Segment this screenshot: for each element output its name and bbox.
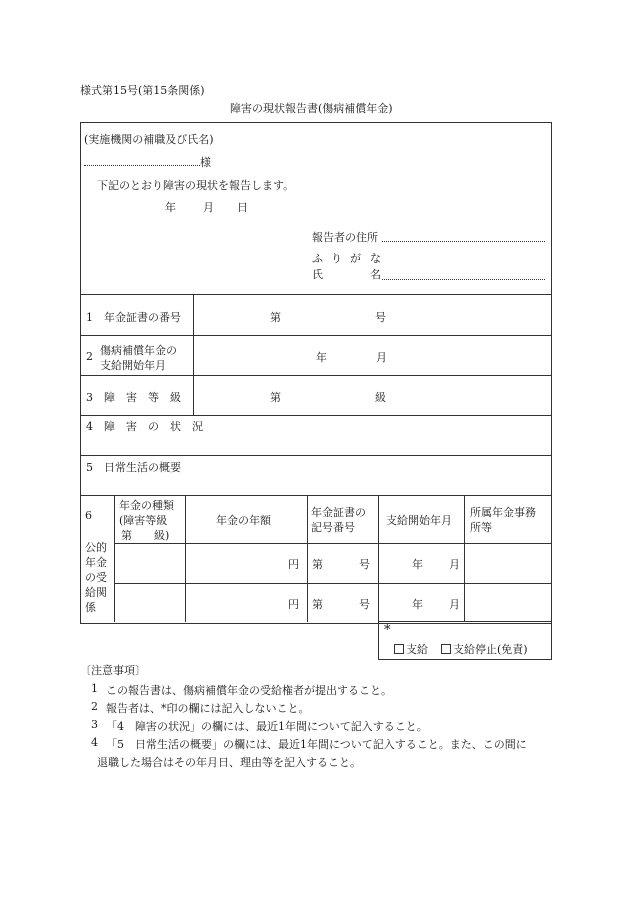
section6-divider bbox=[378, 495, 379, 622]
intro-text: 下記のとおり障害の現状を報告します。 bbox=[97, 179, 295, 192]
section6-divider bbox=[307, 495, 308, 622]
note-text: 「5 日常生活の概要」の欄には、最近1年間について記入すること。また、この間に bbox=[106, 738, 527, 751]
form-number: 様式第15号(第15条関係) bbox=[80, 84, 205, 97]
name-field[interactable] bbox=[382, 279, 545, 280]
cert-symbol-header-2: 記号番号 bbox=[311, 521, 355, 534]
start-month-label-2: 支給開始年月 bbox=[100, 359, 166, 372]
note-text-continued: 退職した場合はその年月日、理由等を記入すること。 bbox=[97, 756, 361, 769]
sama-label: 様 bbox=[200, 156, 211, 169]
office-header-1: 所属年金事務 bbox=[470, 506, 536, 519]
cert-dai-label: 第 bbox=[270, 311, 281, 324]
row-divider bbox=[80, 375, 551, 376]
note-num: 2 bbox=[91, 700, 98, 713]
furigana-3: が bbox=[350, 252, 361, 265]
section6-side-3: の受 bbox=[85, 571, 107, 584]
grade-dai-label: 第 bbox=[270, 391, 281, 404]
row-divider bbox=[80, 415, 551, 416]
form-table bbox=[80, 122, 552, 624]
note-text: この報告書は、傷病補償年金の受給権者が提出すること。 bbox=[106, 684, 392, 697]
start-year-label: 年 bbox=[316, 351, 327, 364]
date-month-label: 月 bbox=[203, 201, 214, 214]
pension-dai-label: 第 bbox=[312, 598, 323, 611]
office-header-2: 所等 bbox=[470, 521, 492, 534]
checkbox-icon[interactable] bbox=[394, 644, 404, 654]
note-num: 1 bbox=[91, 682, 98, 695]
pension-month-label: 月 bbox=[449, 558, 460, 571]
furigana-4: な bbox=[370, 252, 381, 265]
start-month-label: 月 bbox=[376, 351, 387, 364]
section6-side-4: 給関 bbox=[85, 586, 107, 599]
name-label-1: 氏 bbox=[312, 268, 323, 281]
pension-year-label: 年 bbox=[412, 558, 423, 571]
pension-type-header-2: (障害等級 bbox=[119, 514, 168, 527]
start-month-label-1: 傷病補償年金の bbox=[100, 344, 177, 357]
grade-kyu-label: 級 bbox=[375, 391, 386, 404]
pension-year-label: 年 bbox=[412, 598, 423, 611]
note-text: 報告者は、*印の欄には記入しないこと。 bbox=[106, 702, 310, 715]
cert-number-label: 1 年金証書の番号 bbox=[86, 311, 181, 324]
name-label-2: 名 bbox=[370, 268, 381, 281]
note-num: 4 bbox=[91, 736, 98, 749]
disability-status-label: 4 障 害 の 状 況 bbox=[86, 420, 203, 433]
section6-num: 6 bbox=[85, 509, 92, 522]
pension-type-header-1: 年金の種類 bbox=[119, 499, 174, 512]
pension-type-header-3: 第 級) bbox=[121, 529, 170, 542]
page-title: 障害の現状報告書(傷病補償年金) bbox=[230, 102, 393, 115]
pension-go-label: 号 bbox=[359, 558, 370, 571]
section6-divider bbox=[464, 495, 465, 622]
section6-divider bbox=[114, 495, 115, 622]
address-field[interactable] bbox=[382, 241, 545, 242]
pension-yen-label: 円 bbox=[288, 598, 299, 611]
date-year-label: 年 bbox=[165, 201, 176, 214]
option-suspension[interactable] bbox=[441, 641, 528, 657]
pension-dai-label: 第 bbox=[312, 558, 323, 571]
note-text: 「4 障害の状況」の欄には、最近1年間について記入すること。 bbox=[106, 720, 428, 733]
notes-heading: 〔注意事項〕 bbox=[80, 664, 146, 677]
row-divider bbox=[80, 294, 551, 295]
row-divider bbox=[80, 455, 551, 456]
option-payment-label: 支給 bbox=[406, 643, 428, 656]
grade-label: 3 障 害 等 級 bbox=[86, 391, 181, 404]
start-month-num: 2 bbox=[86, 350, 93, 363]
agency-name-field[interactable] bbox=[84, 165, 200, 166]
option-suspension-label: 支給停止(免責) bbox=[453, 643, 528, 656]
date-day-label: 日 bbox=[237, 201, 248, 214]
asterisk-mark: * bbox=[384, 623, 391, 638]
option-payment[interactable] bbox=[394, 641, 428, 657]
note-num: 3 bbox=[91, 718, 98, 731]
start-header: 支給開始年月 bbox=[386, 514, 452, 527]
furigana-2: り bbox=[331, 252, 342, 265]
daily-life-label: 5 日常生活の概要 bbox=[86, 461, 181, 474]
row-divider bbox=[80, 495, 551, 496]
section6-side-5: 係 bbox=[85, 601, 96, 614]
furigana-1: ふ bbox=[312, 252, 323, 265]
cert-go-label: 号 bbox=[375, 311, 386, 324]
pension-go-label: 号 bbox=[359, 598, 370, 611]
pension-amount-header: 年金の年額 bbox=[216, 514, 271, 527]
checkbox-icon[interactable] bbox=[441, 644, 451, 654]
row-divider bbox=[80, 335, 551, 336]
pension-yen-label: 円 bbox=[288, 558, 299, 571]
section6-side-2: 年金 bbox=[85, 556, 107, 569]
address-label: 報告者の住所 bbox=[312, 231, 378, 244]
agency-label: (実施機関の補職及び氏名) bbox=[84, 133, 214, 146]
label-column-divider bbox=[193, 294, 194, 415]
cert-symbol-header-1: 年金証書の bbox=[311, 506, 366, 519]
pension-month-label: 月 bbox=[449, 598, 460, 611]
section6-row-divider bbox=[114, 583, 551, 584]
section6-side-1: 公的 bbox=[85, 541, 107, 554]
section6-row-divider bbox=[114, 543, 551, 544]
section6-divider bbox=[185, 495, 186, 622]
